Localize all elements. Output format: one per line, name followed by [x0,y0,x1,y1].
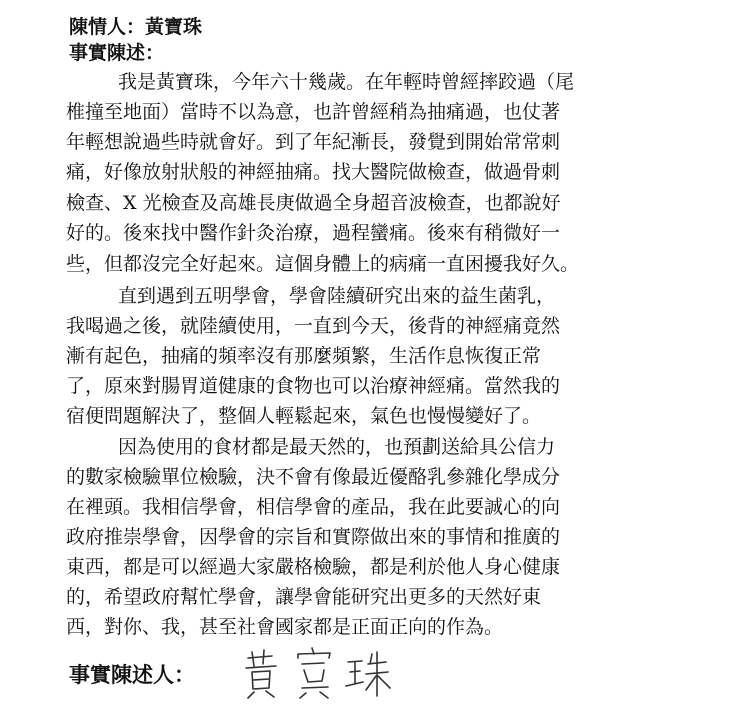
body-line: 西，對你、我，甚至社會國家都是正面正向的作為。 [66,616,504,638]
body-line: 東西，都是可以經過大家嚴格檢驗，都是利於他人身心健康 [66,556,561,578]
body-line: 直到遇到五明學會，學會陸續研究出來的益生菌乳， [118,285,556,307]
body-line: 因為使用的食材都是最天然的，也預劃送給具公信力 [118,436,556,458]
body-line: 年輕想說過些時就會好。到了年紀漸長，發覺到開始常常刺 [66,131,561,153]
body-line: 我喝過之後，就陸續使用，一直到今天，後背的神經痛竟然 [66,315,561,337]
statement-heading: 事實陳述： [69,42,165,64]
handwritten-signature [236,640,396,700]
body-line: 檢查、X 光檢查及高雄長庚做過全身超音波檢查，也都說好 [66,192,561,214]
body-line: 椎撞至地面）當時不以為意，也許曾經稍為抽痛過，也仗著 [66,101,561,123]
body-line: 政府推崇學會，因學會的宗旨和實際做出來的事情和推廣的 [66,526,561,548]
body-line: 了，原來對腸胃道健康的食物也可以治療神經痛。當然我的 [66,375,561,397]
body-line: 漸有起色，抽痛的頻率沒有那麼頻繁，生活作息恢復正常 [66,345,542,367]
body-line: 的，希望政府幫忙學會，讓學會能研究出更多的天然好東 [66,586,542,608]
body-line: 好的。後來找中醫作針灸治療，過程蠻痛。後來有稍微好一 [66,222,561,244]
body-line: 在裡頭。我相信學會，相信學會的產品，我在此要誠心的向 [66,496,561,518]
signer-label: 事實陳述人： [69,662,195,687]
petitioner-line: 陳情人：黃寶珠 [69,16,203,38]
body-line: 痛，好像放射狀般的神經抽痛。找大醫院做檢查，做過骨刺 [66,161,561,183]
body-line: 的數家檢驗單位檢驗，決不會有像最近優酪乳參雜化學成分 [66,466,561,488]
body-line: 宿便問題解決了，整個人輕鬆起來，氣色也慢慢變好了。 [66,405,542,427]
body-line: 些，但都沒完全好起來。這個身體上的病痛一直困擾我好久。 [66,253,580,275]
body-line: 我是黃寶珠，今年六十幾歲。在年輕時曾經摔跤過（尾 [118,71,575,93]
